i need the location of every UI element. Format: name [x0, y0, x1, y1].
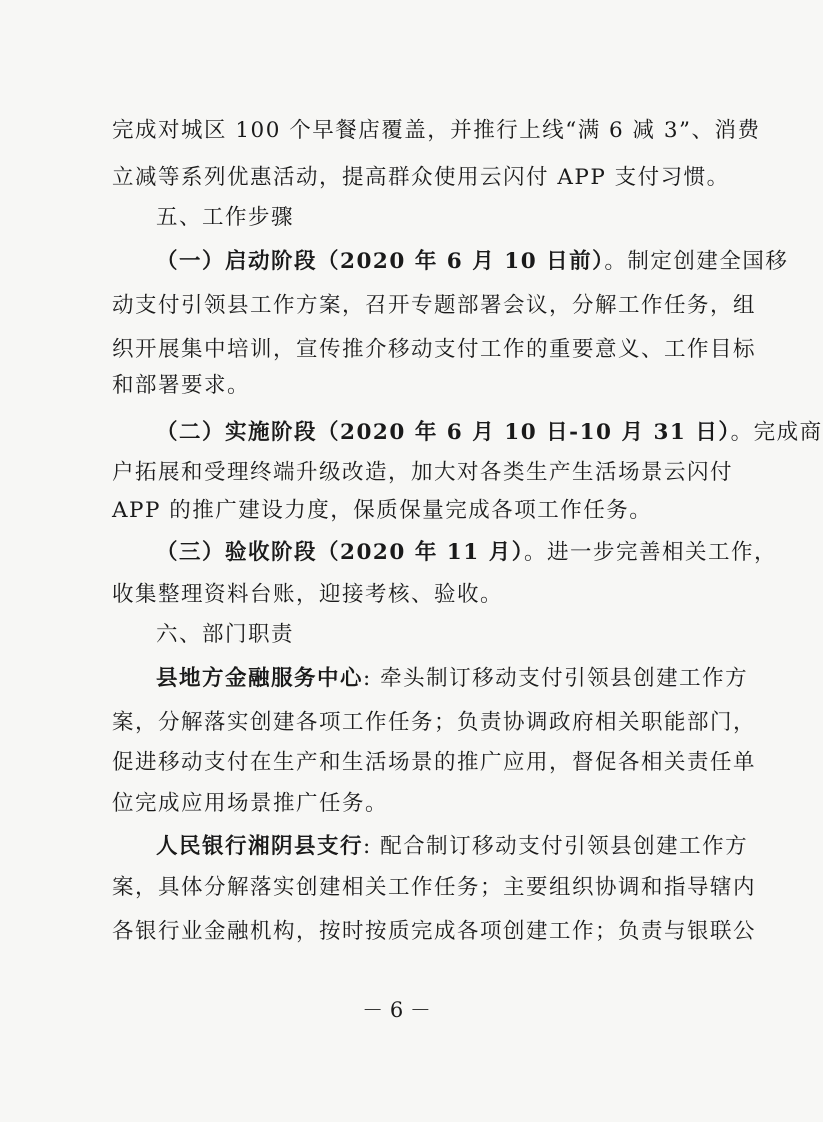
phase-3-text: 。进一步完善相关工作，: [523, 540, 777, 565]
section-heading: 五、工作步骤: [156, 205, 295, 230]
paragraph-line: 收集整理资料台账，迎接考核、验收。: [112, 582, 504, 607]
phase-2-text: 。完成商: [730, 420, 823, 445]
phase-2-first-line: [156, 418, 823, 448]
section-heading: 六、部门职责: [156, 622, 295, 647]
paragraph-line: 促进移动支付在生产和生活场景的推广应用，督促各相关责任单: [112, 750, 757, 775]
phase-3-title: （三）验收阶段（2020 年 11 月）: [156, 540, 524, 565]
dept-2-text: : 配合制订移动支付引领县创建工作方: [363, 834, 749, 859]
dept-1-text: : 牵头制订移动支付引领县创建工作方: [363, 666, 749, 691]
dept-1-first-line: [156, 664, 749, 694]
paragraph-line: 案，分解落实创建各项工作任务；负责协调政府相关职能部门，: [112, 710, 757, 735]
dept-2-first-line: [156, 832, 749, 862]
phase-2-title: （二）实施阶段（2020 年 6 月 10 日-10 月 31 日）: [156, 420, 731, 445]
paragraph-line: 完成对城区 100 个早餐店覆盖，并推行上线“满 6 减 3”、消费: [112, 118, 761, 143]
paragraph-line: 织开展集中培训，宣传推介移动支付工作的重要意义、工作目标: [112, 337, 757, 362]
dept-2-name: 人民银行湘阴县支行: [156, 834, 364, 859]
paragraph-line: 立减等系列优惠活动，提高群众使用云闪付 APP 支付习惯。: [112, 165, 730, 190]
paragraph-line: 位完成应用场景推广任务。: [112, 791, 389, 816]
phase-3-first-line: [156, 538, 777, 568]
paragraph-line: APP 的推广建设力度，保质保量完成各项工作任务。: [112, 498, 653, 523]
phase-1-text: 。制定创建全国移: [604, 249, 789, 274]
phase-1-title: （一）启动阶段（2020 年 6 月 10 日前）: [156, 249, 605, 274]
dept-1-name: 县地方金融服务中心: [156, 666, 364, 691]
paragraph-line: 各银行业金融机构，按时按质完成各项创建工作；负责与银联公: [112, 919, 757, 944]
paragraph-line: 动支付引领县工作方案，召开专题部署会议，分解工作任务，组: [112, 293, 757, 318]
paragraph-line: 户拓展和受理终端升级改造，加大对各类生产生活场景云闪付: [112, 460, 734, 485]
paragraph-line: 和部署要求。: [112, 373, 251, 398]
phase-1-first-line: [156, 247, 789, 277]
paragraph-line: 案，具体分解落实创建相关工作任务；主要组织协调和指导辖内: [112, 875, 757, 900]
page-number: － 6 －: [362, 998, 431, 1022]
